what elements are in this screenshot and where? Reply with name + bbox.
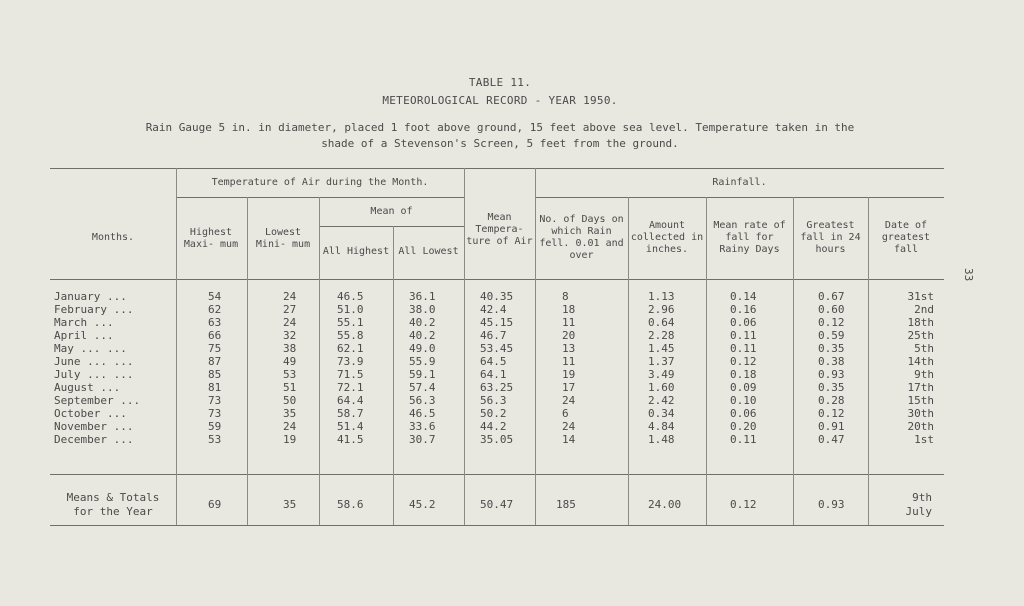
rate-cell: 0.11 (730, 433, 757, 446)
header-mean-rate: Mean rate of fall for Rainy Days (713, 220, 786, 255)
header-rainfall-group: Rainfall. (712, 177, 767, 188)
header-all-highest: All Highest (322, 246, 390, 257)
days-cell: 6 (562, 407, 569, 420)
table-row (50, 355, 950, 368)
all-highest-cell: 62.1 (337, 342, 364, 355)
header-lowest: Lowest Mini- mum (255, 227, 311, 250)
month-cell: September ... (54, 394, 141, 407)
rule-rain-group (535, 197, 944, 198)
header-mean-temp: Mean Tempera- ture of Air (466, 212, 533, 247)
month-cell: March ... (54, 316, 114, 329)
rate-cell: 0.20 (730, 420, 757, 433)
date-cell: 1st (914, 433, 934, 446)
page-number: 33 (962, 268, 975, 282)
amount-cell: 3.49 (648, 368, 675, 381)
all-lowest-cell: 57.4 (409, 381, 436, 394)
all-highest-cell: 46.5 (337, 290, 364, 303)
table-row (50, 290, 950, 303)
mean-temp-cell: 50.2 (480, 407, 507, 420)
amount-cell: 2.96 (648, 303, 675, 316)
highest-cell: 85 (208, 368, 222, 381)
totals-all-highest: 58.6 (337, 498, 364, 511)
rule-body-bottom (50, 474, 944, 475)
amount-cell: 2.28 (648, 329, 675, 342)
highest-cell: 53 (208, 433, 222, 446)
mean-temp-cell: 46.7 (480, 329, 507, 342)
all-lowest-cell: 36.1 (409, 290, 436, 303)
days-cell: 13 (562, 342, 576, 355)
days-cell: 19 (562, 368, 576, 381)
mean-temp-cell: 64.1 (480, 368, 507, 381)
all-lowest-cell: 40.2 (409, 329, 436, 342)
header-greatest-fall: Greatest fall in 24 hours (800, 220, 861, 255)
highest-cell: 87 (208, 355, 222, 368)
totals-label-line-2: for the Year (73, 505, 153, 518)
header-mean-of: Mean of (370, 206, 413, 217)
rule-header-bottom (50, 279, 944, 280)
days-cell: 18 (562, 303, 576, 316)
amount-cell: 2.42 (648, 394, 675, 407)
header-amount: Amount collected in inches. (630, 220, 704, 255)
totals-all-lowest: 45.2 (409, 498, 436, 511)
table-row (50, 433, 950, 446)
record-title: METEOROLOGICAL RECORD - YEAR 1950. (382, 94, 618, 107)
amount-cell: 0.34 (648, 407, 675, 420)
days-cell: 24 (562, 394, 576, 407)
totals-label-line-1: Means & Totals (66, 491, 160, 504)
all-lowest-cell: 46.5 (409, 407, 436, 420)
month-cell: June ... ... (54, 355, 134, 368)
highest-cell: 62 (208, 303, 222, 316)
days-cell: 24 (562, 420, 576, 433)
month-cell: April ... (54, 329, 114, 342)
all-lowest-cell: 33.6 (409, 420, 436, 433)
lowest-cell: 38 (283, 342, 297, 355)
highest-cell: 81 (208, 381, 222, 394)
rate-cell: 0.11 (730, 342, 757, 355)
greatest-cell: 0.60 (818, 303, 845, 316)
totals-amount: 24.00 (648, 498, 682, 511)
rate-cell: 0.12 (730, 355, 757, 368)
totals-mean-temp: 50.47 (480, 498, 514, 511)
rate-cell: 0.10 (730, 394, 757, 407)
table-row (50, 303, 950, 316)
date-cell: 5th (914, 342, 934, 355)
mean-temp-cell: 45.15 (480, 316, 514, 329)
highest-cell: 75 (208, 342, 222, 355)
all-lowest-cell: 30.7 (409, 433, 436, 446)
date-cell: 18th (907, 316, 934, 329)
table-row (50, 381, 950, 394)
all-lowest-cell: 40.2 (409, 316, 436, 329)
all-highest-cell: 51.0 (337, 303, 364, 316)
all-highest-cell: 41.5 (337, 433, 364, 446)
greatest-cell: 0.67 (818, 290, 845, 303)
lowest-cell: 27 (283, 303, 297, 316)
all-highest-cell: 55.8 (337, 329, 364, 342)
mean-temp-cell: 42.4 (480, 303, 507, 316)
date-cell: 14th (907, 355, 934, 368)
days-cell: 8 (562, 290, 569, 303)
all-highest-cell: 51.4 (337, 420, 364, 433)
totals-days: 185 (556, 498, 576, 511)
header-months: Months. (91, 232, 135, 243)
rule-temp-group (176, 197, 464, 198)
lowest-cell: 35 (283, 407, 297, 420)
greatest-cell: 0.47 (818, 433, 845, 446)
description-line-1: Rain Gauge 5 in. in diameter, placed 1 foot above ground, 15 feet above sea level. Temperature taken in the (145, 121, 855, 134)
all-lowest-cell: 49.0 (409, 342, 436, 355)
rate-cell: 0.18 (730, 368, 757, 381)
mean-temp-cell: 40.35 (480, 290, 514, 303)
amount-cell: 4.84 (648, 420, 675, 433)
date-cell: 2nd (914, 303, 934, 316)
amount-cell: 1.60 (648, 381, 675, 394)
all-highest-cell: 55.1 (337, 316, 364, 329)
days-cell: 11 (562, 316, 576, 329)
date-cell: 30th (907, 407, 934, 420)
all-lowest-cell: 55.9 (409, 355, 436, 368)
lowest-cell: 32 (283, 329, 297, 342)
highest-cell: 73 (208, 407, 222, 420)
table-row (50, 329, 950, 342)
lowest-cell: 53 (283, 368, 297, 381)
highest-cell: 54 (208, 290, 222, 303)
mean-temp-cell: 56.3 (480, 394, 507, 407)
lowest-cell: 51 (283, 381, 297, 394)
rate-cell: 0.16 (730, 303, 757, 316)
amount-cell: 1.48 (648, 433, 675, 446)
date-cell: 15th (907, 394, 934, 407)
rate-cell: 0.14 (730, 290, 757, 303)
header-temp-group: Temperature of Air during the Month. (211, 177, 429, 188)
header-days-rain: No. of Days on which Rain fell. 0.01 and over (539, 214, 624, 261)
header-date-greatest: Date of greatest fall (881, 220, 931, 255)
rule-mean-of (319, 226, 464, 227)
rule-top (50, 168, 944, 169)
totals-label (58, 491, 168, 519)
rule-bottom (50, 525, 944, 526)
greatest-cell: 0.12 (818, 407, 845, 420)
lowest-cell: 50 (283, 394, 297, 407)
greatest-cell: 0.93 (818, 368, 845, 381)
mean-temp-cell: 35.05 (480, 433, 514, 446)
month-cell: July ... ... (54, 368, 134, 381)
lowest-cell: 24 (283, 290, 297, 303)
all-lowest-cell: 56.3 (409, 394, 436, 407)
header-highest: Highest Maxi- mum (183, 227, 239, 250)
table-row (50, 420, 950, 433)
lowest-cell: 24 (283, 316, 297, 329)
all-highest-cell: 64.4 (337, 394, 364, 407)
totals-date (880, 491, 932, 519)
lowest-cell: 49 (283, 355, 297, 368)
greatest-cell: 0.38 (818, 355, 845, 368)
highest-cell: 59 (208, 420, 222, 433)
table-row (50, 368, 950, 381)
month-cell: October ... (54, 407, 127, 420)
table-row (50, 394, 950, 407)
greatest-cell: 0.35 (818, 342, 845, 355)
all-lowest-cell: 59.1 (409, 368, 436, 381)
header-all-lowest: All Lowest (398, 246, 459, 257)
date-cell: 25th (907, 329, 934, 342)
totals-highest: 69 (208, 498, 222, 511)
rate-cell: 0.09 (730, 381, 757, 394)
days-cell: 11 (562, 355, 576, 368)
rate-cell: 0.11 (730, 329, 757, 342)
totals-lowest: 35 (283, 498, 297, 511)
highest-cell: 63 (208, 316, 222, 329)
date-cell: 20th (907, 420, 934, 433)
rate-cell: 0.06 (730, 316, 757, 329)
month-cell: January ... (54, 290, 127, 303)
mean-temp-cell: 53.45 (480, 342, 514, 355)
lowest-cell: 24 (283, 420, 297, 433)
days-cell: 14 (562, 433, 576, 446)
highest-cell: 66 (208, 329, 222, 342)
amount-cell: 1.13 (648, 290, 675, 303)
totals-date-line-1: 9th (912, 491, 932, 504)
amount-cell: 1.45 (648, 342, 675, 355)
mean-temp-cell: 64.5 (480, 355, 507, 368)
all-lowest-cell: 38.0 (409, 303, 436, 316)
description-line-2: shade of a Stevenson's Screen, 5 feet from the ground. (321, 137, 679, 150)
month-cell: February ... (54, 303, 134, 316)
greatest-cell: 0.91 (818, 420, 845, 433)
month-cell: November ... (54, 420, 134, 433)
month-cell: August ... (54, 381, 121, 394)
all-highest-cell: 71.5 (337, 368, 364, 381)
all-highest-cell: 58.7 (337, 407, 364, 420)
rate-cell: 0.06 (730, 407, 757, 420)
greatest-cell: 0.12 (818, 316, 845, 329)
table-row (50, 342, 950, 355)
greatest-cell: 0.59 (818, 329, 845, 342)
date-cell: 17th (907, 381, 934, 394)
month-cell: May ... ... (54, 342, 127, 355)
table-number: TABLE 11. (468, 76, 532, 89)
greatest-cell: 0.35 (818, 381, 845, 394)
greatest-cell: 0.28 (818, 394, 845, 407)
totals-greatest: 0.93 (818, 498, 845, 511)
all-highest-cell: 73.9 (337, 355, 364, 368)
highest-cell: 73 (208, 394, 222, 407)
days-cell: 17 (562, 381, 576, 394)
amount-cell: 1.37 (648, 355, 675, 368)
month-cell: December ... (54, 433, 134, 446)
date-cell: 31st (907, 290, 934, 303)
table-row (50, 316, 950, 329)
all-highest-cell: 72.1 (337, 381, 364, 394)
days-cell: 20 (562, 329, 576, 342)
totals-rate: 0.12 (730, 498, 757, 511)
table-row (50, 407, 950, 420)
mean-temp-cell: 44.2 (480, 420, 507, 433)
amount-cell: 0.64 (648, 316, 675, 329)
mean-temp-cell: 63.25 (480, 381, 514, 394)
date-cell: 9th (914, 368, 934, 381)
totals-date-line-2: July (905, 505, 932, 518)
lowest-cell: 19 (283, 433, 297, 446)
